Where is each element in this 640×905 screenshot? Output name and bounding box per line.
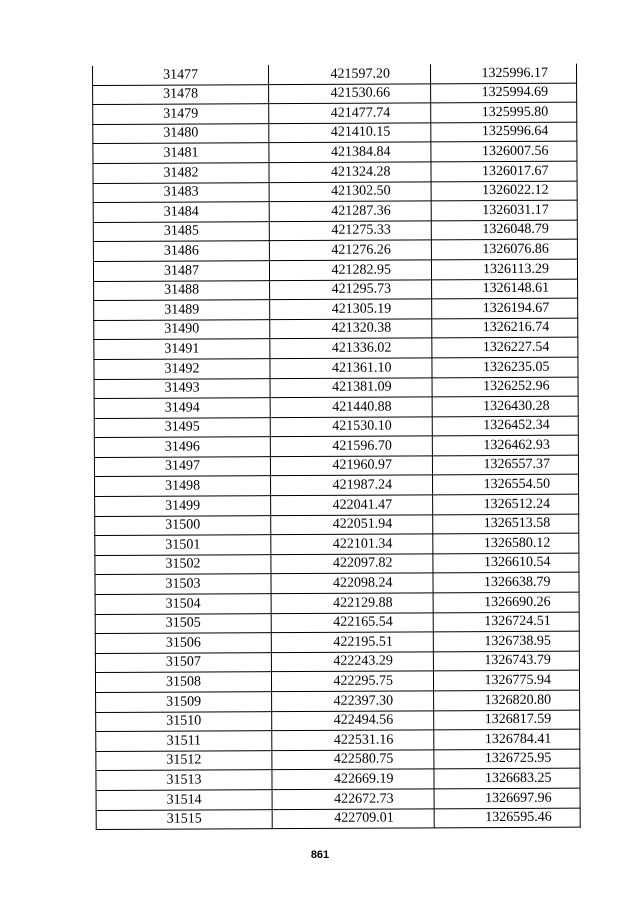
x-coordinate-cell: 422101.34 <box>271 534 433 554</box>
x-coordinate-cell: 421440.88 <box>270 397 432 417</box>
table-row <box>95 494 579 516</box>
y-coordinate-cell: 1326775.94 <box>433 671 579 691</box>
x-coordinate-cell: 422097.82 <box>271 554 433 574</box>
coordinates-table-body <box>92 64 580 830</box>
x-coordinate-cell: 421320.38 <box>270 319 432 339</box>
x-coordinate-cell: 422397.30 <box>272 691 434 711</box>
x-coordinate-cell: 422494.56 <box>272 710 434 730</box>
point-id-cell: 31504 <box>95 594 271 614</box>
y-coordinate-cell: 1326022.12 <box>431 181 577 201</box>
y-coordinate-cell: 1326227.54 <box>432 337 578 357</box>
table-row <box>95 475 579 497</box>
point-id-cell: 31512 <box>96 750 272 770</box>
point-id-cell: 31496 <box>94 437 270 457</box>
table-row <box>95 553 579 575</box>
table-row <box>94 337 578 359</box>
point-id-cell: 31507 <box>95 652 271 672</box>
point-id-cell: 31492 <box>94 359 270 379</box>
point-id-cell: 31491 <box>94 339 270 359</box>
table-row <box>92 64 576 85</box>
point-id-cell: 31494 <box>94 398 270 418</box>
table-row <box>95 573 579 595</box>
table-row <box>94 377 578 399</box>
y-coordinate-cell: 1326076.86 <box>431 239 577 259</box>
table-row <box>95 612 579 634</box>
y-coordinate-cell: 1326738.95 <box>433 631 579 651</box>
y-coordinate-cell: 1326784.41 <box>434 729 580 749</box>
table-row <box>94 455 578 477</box>
y-coordinate-cell: 1326554.50 <box>433 475 579 495</box>
point-id-cell: 31501 <box>95 535 271 555</box>
y-coordinate-cell: 1326007.56 <box>431 142 577 162</box>
point-id-cell: 31503 <box>95 574 271 594</box>
point-id-cell: 31511 <box>96 731 272 751</box>
y-coordinate-cell: 1326580.12 <box>433 533 579 553</box>
point-id-cell: 31489 <box>94 300 270 320</box>
point-id-cell: 31483 <box>93 182 269 202</box>
x-coordinate-cell: 421596.70 <box>270 436 432 456</box>
y-coordinate-cell: 1326743.79 <box>433 651 579 671</box>
table-row <box>93 259 577 281</box>
table-row <box>96 710 580 732</box>
y-coordinate-cell: 1326638.79 <box>433 573 579 593</box>
y-coordinate-cell: 1325996.64 <box>431 122 577 142</box>
y-coordinate-cell: 1326683.25 <box>434 768 580 788</box>
x-coordinate-cell: 421302.50 <box>269 181 431 201</box>
y-coordinate-cell: 1326113.29 <box>431 259 577 279</box>
y-coordinate-cell: 1326724.51 <box>433 612 579 632</box>
point-id-cell: 31480 <box>93 123 269 143</box>
table-row <box>94 318 578 340</box>
x-coordinate-cell: 421282.95 <box>269 260 431 280</box>
table-row <box>93 102 577 124</box>
y-coordinate-cell: 1325994.69 <box>431 83 577 103</box>
x-coordinate-cell: 422709.01 <box>272 808 434 828</box>
point-id-cell: 31481 <box>93 143 269 163</box>
point-id-cell: 31482 <box>93 163 269 183</box>
y-coordinate-cell: 1326690.26 <box>433 592 579 612</box>
point-id-cell: 31490 <box>94 319 270 339</box>
table-row <box>95 671 579 693</box>
point-id-cell: 31493 <box>94 378 270 398</box>
table-row <box>96 690 580 712</box>
y-coordinate-cell: 1326452.34 <box>432 416 578 436</box>
table-row <box>93 122 577 144</box>
point-id-cell: 31486 <box>93 241 269 261</box>
y-coordinate-cell: 1325996.17 <box>430 64 576 84</box>
x-coordinate-cell: 422051.94 <box>271 514 433 534</box>
point-id-cell: 31487 <box>93 261 269 281</box>
y-coordinate-cell: 1326048.79 <box>431 220 577 240</box>
x-coordinate-cell: 421477.74 <box>269 103 431 123</box>
point-id-cell: 31502 <box>95 554 271 574</box>
page-number: 861 <box>310 849 330 861</box>
point-id-cell: 31508 <box>95 672 271 692</box>
y-coordinate-cell: 1326194.67 <box>432 298 578 318</box>
point-id-cell: 31479 <box>93 104 269 124</box>
table-row <box>94 298 578 320</box>
x-coordinate-cell: 421275.33 <box>269 221 431 241</box>
table-row <box>93 220 577 242</box>
x-coordinate-cell: 421530.66 <box>269 83 431 103</box>
point-id-cell: 31497 <box>94 457 270 477</box>
point-id-cell: 31515 <box>96 809 272 829</box>
table-row <box>96 729 580 751</box>
y-coordinate-cell: 1326610.54 <box>433 553 579 573</box>
x-coordinate-cell: 422098.24 <box>271 573 433 593</box>
y-coordinate-cell: 1326697.96 <box>434 788 580 808</box>
x-coordinate-cell: 421287.36 <box>269 201 431 221</box>
table-row <box>95 514 579 536</box>
point-id-cell: 31478 <box>93 84 269 104</box>
table-row <box>96 808 580 830</box>
table-row <box>96 788 580 810</box>
x-coordinate-cell: 421276.26 <box>269 240 431 260</box>
x-coordinate-cell: 421324.28 <box>269 162 431 182</box>
x-coordinate-cell: 421410.15 <box>269 123 431 143</box>
table-row <box>94 435 578 457</box>
point-id-cell: 31505 <box>95 613 271 633</box>
y-coordinate-cell: 1326595.46 <box>434 808 580 828</box>
point-id-cell: 31484 <box>93 202 269 222</box>
y-coordinate-cell: 1326513.58 <box>433 514 579 534</box>
y-coordinate-cell: 1326235.05 <box>432 357 578 377</box>
table-row <box>93 142 577 164</box>
y-coordinate-cell: 1326017.67 <box>431 161 577 181</box>
x-coordinate-cell: 421597.20 <box>268 64 430 84</box>
table-row <box>93 161 577 183</box>
x-coordinate-cell: 421336.02 <box>270 338 432 358</box>
table-row <box>93 200 577 222</box>
x-coordinate-cell: 421295.73 <box>270 279 432 299</box>
table-row <box>95 533 579 555</box>
table-row <box>94 279 578 301</box>
y-coordinate-cell: 1326252.96 <box>432 377 578 397</box>
point-id-cell: 31498 <box>95 476 271 496</box>
x-coordinate-cell: 422129.88 <box>271 593 433 613</box>
table-row <box>96 749 580 771</box>
x-coordinate-cell: 421530.10 <box>270 417 432 437</box>
y-coordinate-cell: 1326462.93 <box>432 435 578 455</box>
x-coordinate-cell: 421305.19 <box>270 299 432 319</box>
y-coordinate-cell: 1326216.74 <box>432 318 578 338</box>
point-id-cell: 31510 <box>96 711 272 731</box>
x-coordinate-cell: 422165.54 <box>271 612 433 632</box>
x-coordinate-cell: 421960.97 <box>270 456 432 476</box>
point-id-cell: 31485 <box>93 221 269 241</box>
y-coordinate-cell: 1326031.17 <box>431 200 577 220</box>
table-row <box>93 239 577 261</box>
y-coordinate-cell: 1326148.61 <box>432 279 578 299</box>
point-id-cell: 31513 <box>96 770 272 790</box>
y-coordinate-cell: 1326820.80 <box>434 690 580 710</box>
table-row <box>94 396 578 418</box>
y-coordinate-cell: 1326430.28 <box>432 396 578 416</box>
table-row <box>93 83 577 105</box>
x-coordinate-cell: 422672.73 <box>272 789 434 809</box>
table-row <box>96 768 580 790</box>
point-id-cell: 31506 <box>95 633 271 653</box>
table-row <box>95 592 579 614</box>
y-coordinate-cell: 1326557.37 <box>432 455 578 475</box>
x-coordinate-cell: 421384.84 <box>269 142 431 162</box>
x-coordinate-cell: 422041.47 <box>271 495 433 515</box>
x-coordinate-cell: 421987.24 <box>271 475 433 495</box>
point-id-cell: 31499 <box>95 496 271 516</box>
table-row <box>95 631 579 653</box>
y-coordinate-cell: 1326512.24 <box>433 494 579 514</box>
point-id-cell: 31509 <box>96 692 272 712</box>
x-coordinate-cell: 422195.51 <box>271 632 433 652</box>
x-coordinate-cell: 422531.16 <box>272 730 434 750</box>
table-row <box>95 651 579 673</box>
y-coordinate-cell: 1326817.59 <box>434 710 580 730</box>
point-id-cell: 31514 <box>96 790 272 810</box>
point-id-cell: 31477 <box>92 65 268 85</box>
point-id-cell: 31500 <box>95 515 271 535</box>
x-coordinate-cell: 421381.09 <box>270 377 432 397</box>
point-id-cell: 31495 <box>94 417 270 437</box>
x-coordinate-cell: 422295.75 <box>271 671 433 691</box>
y-coordinate-cell: 1325995.80 <box>431 102 577 122</box>
x-coordinate-cell: 422669.19 <box>272 769 434 789</box>
x-coordinate-cell: 422243.29 <box>271 652 433 672</box>
coordinates-table <box>92 64 581 831</box>
x-coordinate-cell: 422580.75 <box>272 750 434 770</box>
table-row <box>94 357 578 379</box>
table-row <box>94 416 578 438</box>
table-row <box>93 181 577 203</box>
y-coordinate-cell: 1326725.95 <box>434 749 580 769</box>
x-coordinate-cell: 421361.10 <box>270 358 432 378</box>
point-id-cell: 31488 <box>94 280 270 300</box>
